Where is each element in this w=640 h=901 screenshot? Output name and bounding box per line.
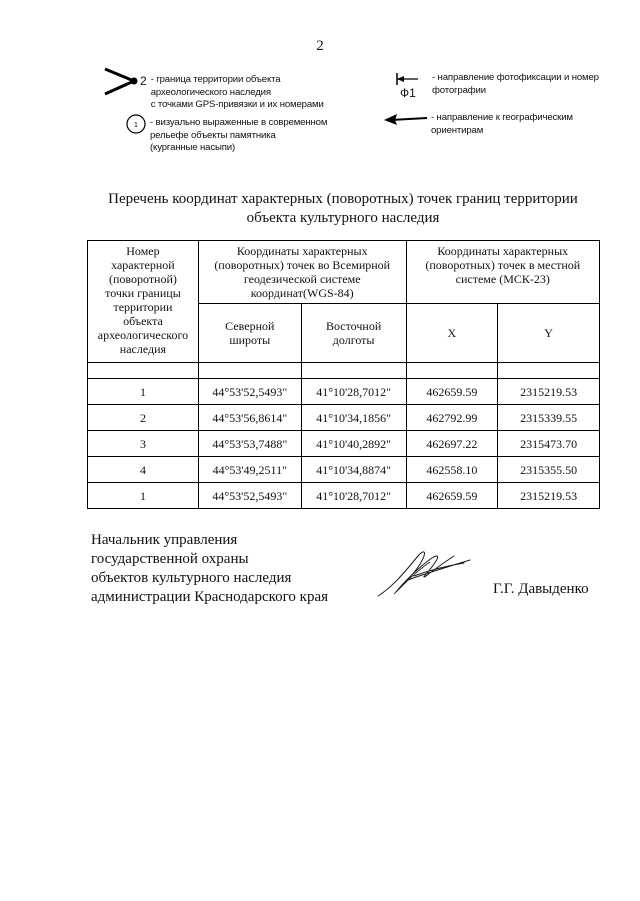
legend-line: фотографии xyxy=(432,84,486,96)
legend-boundary xyxy=(103,67,324,112)
legend-photo xyxy=(394,72,599,100)
header-line: геодезической системе xyxy=(243,272,361,286)
cell-point: 4 xyxy=(88,457,199,483)
legend-mound-text xyxy=(150,117,327,155)
legend-line: - направление фотофиксации и номер xyxy=(432,72,599,83)
header-line: (поворотных) точек в местной xyxy=(425,258,581,272)
signer-name: Г.Г. Давыденко xyxy=(493,581,589,597)
position-line: объектов культурного наследия xyxy=(91,570,292,586)
header-line: (поворотной) xyxy=(108,272,177,286)
header-x: X xyxy=(406,304,498,363)
header-line: объекта xyxy=(123,314,163,328)
cell-y: 2315339.55 xyxy=(498,405,600,431)
boundary-point-icon xyxy=(103,67,139,97)
cell-x: 462558.10 xyxy=(406,457,498,483)
cell-lon: 41°10'34,8874" xyxy=(301,457,406,483)
position-line: администрации Краснодарского края xyxy=(91,589,329,605)
header-line: археологического xyxy=(97,328,189,342)
legend-mound xyxy=(125,113,327,155)
title-line: объекта культурного наследия xyxy=(246,210,440,226)
legend-line: археологического наследия xyxy=(150,86,271,98)
header-msk23 xyxy=(406,241,599,304)
header-line: наследия xyxy=(119,342,167,356)
position-line: государственной охраны xyxy=(91,551,249,567)
header-line: точки границы xyxy=(105,286,181,300)
table-row xyxy=(88,483,600,509)
header-line: Номер xyxy=(126,244,160,258)
orientation-arrow-icon xyxy=(383,112,431,128)
cell-x: 462697.22 xyxy=(406,431,498,457)
legend-line: рельефе объекты памятника xyxy=(150,129,276,141)
header-line: долготы xyxy=(332,333,375,347)
table-spacer-row xyxy=(88,363,600,379)
position-line: Начальник управления xyxy=(91,532,238,548)
table-header-row xyxy=(88,241,600,304)
photo-direction-symbol xyxy=(394,72,428,100)
cell-y: 2315219.53 xyxy=(498,483,600,509)
page-number: 2 xyxy=(316,38,324,54)
cell-point: 1 xyxy=(88,379,199,405)
title-line: Перечень координат характерных (поворотных) точек границ территории xyxy=(108,191,578,207)
legend-line: ориентирам xyxy=(431,124,484,136)
cell-y: 2315473.70 xyxy=(498,431,600,457)
legend-line: (курганные насыпи) xyxy=(150,142,236,153)
header-line: широты xyxy=(229,333,271,347)
header-y: Y xyxy=(498,304,600,363)
spacer-cell xyxy=(198,363,301,379)
header-line: характерной xyxy=(111,258,175,272)
photo-label: Ф1 xyxy=(400,86,416,100)
header-line: Северной xyxy=(225,319,275,333)
mound-icon xyxy=(125,113,147,135)
cell-lat: 44°53'56,8614" xyxy=(198,405,301,431)
cell-lon: 41°10'40,2892" xyxy=(301,431,406,457)
photo-arrow-icon xyxy=(394,72,424,86)
svg-text:1: 1 xyxy=(134,122,138,129)
signer-position xyxy=(91,531,328,607)
legend-line: - визуально выраженные в современном xyxy=(150,117,328,128)
table-row xyxy=(88,457,600,483)
table-row xyxy=(88,379,600,405)
spacer-cell xyxy=(88,363,199,379)
document-title xyxy=(80,190,606,228)
cell-x: 462659.59 xyxy=(406,379,498,405)
legend-boundary-text xyxy=(151,74,324,112)
legend-orientation-text xyxy=(431,112,573,137)
table-row xyxy=(88,405,600,431)
header-line: территории xyxy=(113,300,173,314)
spacer-cell xyxy=(406,363,498,379)
boundary-point-number: 2 xyxy=(140,74,147,88)
cell-y: 2315219.53 xyxy=(498,379,600,405)
cell-point: 3 xyxy=(88,431,199,457)
header-longitude xyxy=(301,304,406,363)
cell-lat: 44°53'53,7488" xyxy=(198,431,301,457)
legend-line: - направление к географическим xyxy=(431,112,573,123)
header-line: координат(WGS-84) xyxy=(250,286,354,300)
cell-lon: 41°10'28,7012" xyxy=(301,483,406,509)
cell-lon: 41°10'34,1856" xyxy=(301,405,406,431)
cell-point: 2 xyxy=(88,405,199,431)
cell-x: 462659.59 xyxy=(406,483,498,509)
header-point-number xyxy=(88,241,199,363)
legend-line: с точками GPS-привязки и их номерами xyxy=(150,99,324,110)
cell-y: 2315355.50 xyxy=(498,457,600,483)
cell-lat: 44°53'52,5493" xyxy=(198,483,301,509)
legend-line: - граница территории объекта xyxy=(150,74,281,85)
cell-point: 1 xyxy=(88,483,199,509)
spacer-cell xyxy=(301,363,406,379)
handwritten-signature xyxy=(374,546,474,602)
header-wgs84 xyxy=(198,241,406,304)
header-line: Координаты характерных xyxy=(437,244,569,258)
cell-lon: 41°10'28,7012" xyxy=(301,379,406,405)
cell-lat: 44°53'49,2511" xyxy=(198,457,301,483)
header-line: (поворотных) точек во Всемирной xyxy=(214,258,391,272)
table-row xyxy=(88,431,600,457)
cell-x: 462792.99 xyxy=(406,405,498,431)
cell-lat: 44°53'52,5493" xyxy=(198,379,301,405)
spacer-cell xyxy=(498,363,600,379)
legend-orientation xyxy=(383,112,573,137)
coordinates-table xyxy=(87,240,600,509)
legend-photo-text xyxy=(432,72,599,97)
header-line: Координаты характерных xyxy=(236,244,368,258)
header-line: системе (МСК-23) xyxy=(455,272,550,286)
header-latitude xyxy=(198,304,301,363)
header-line: Восточной xyxy=(325,319,382,333)
